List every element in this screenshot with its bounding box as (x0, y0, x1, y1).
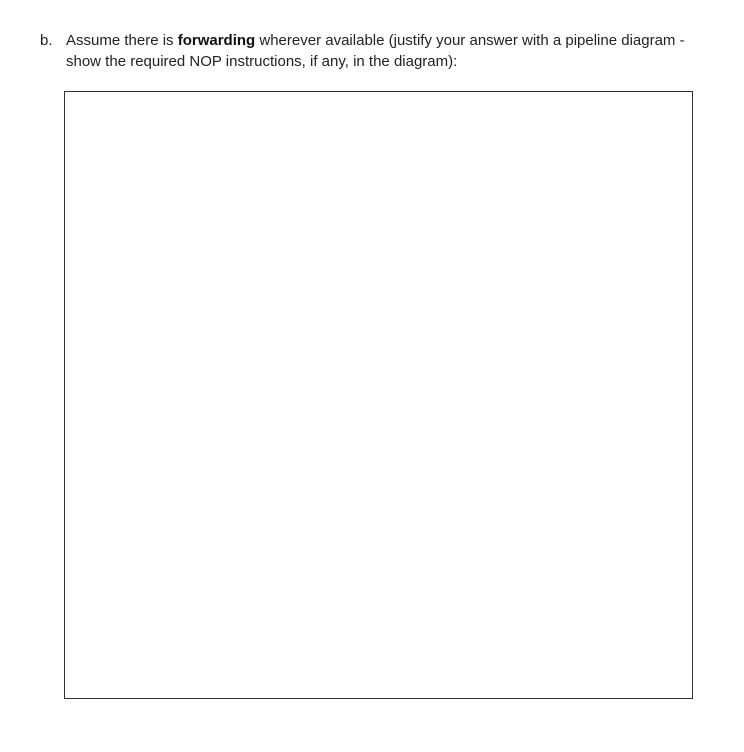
answer-box[interactable] (64, 91, 693, 699)
question-text-bold: forwarding (177, 32, 256, 49)
question-b (40, 30, 700, 72)
question-marker: b. (40, 32, 53, 49)
question-text-after: wherever available (justify your answer with a pipeline diagram - show the required NOP instructions, if any, in the diagram): (66, 32, 685, 70)
question-text (66, 30, 700, 72)
question-text-before: Assume there is (66, 32, 178, 49)
